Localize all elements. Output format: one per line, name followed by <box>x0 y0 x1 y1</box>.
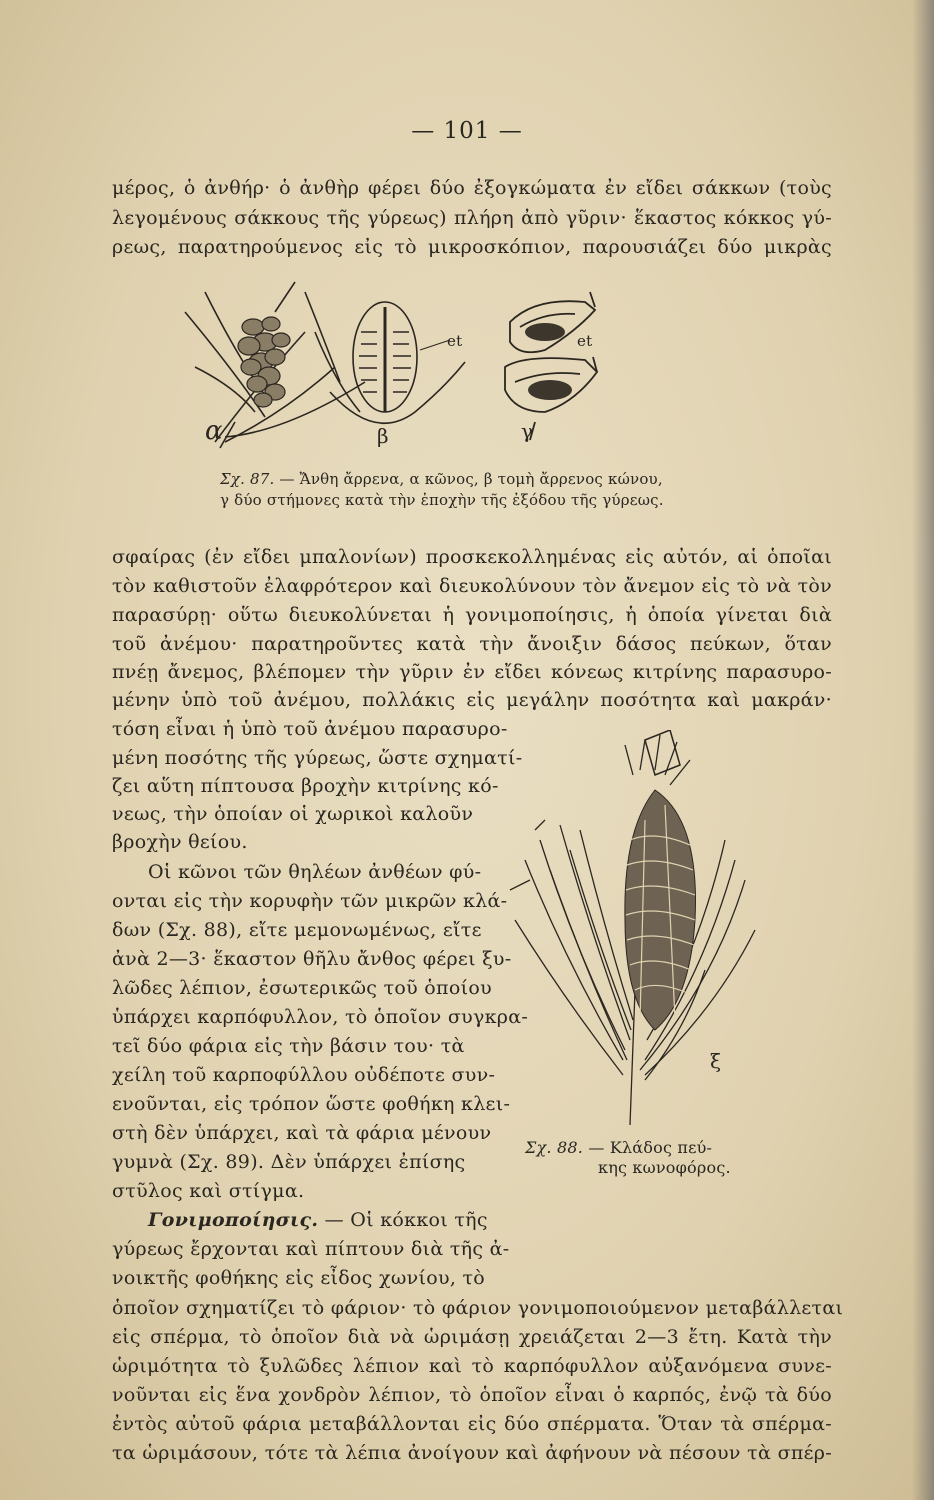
text-line: λῶδες λέπιον, ἐσωτερικῶς τοῦ ὁποίου <box>112 977 492 999</box>
text-line: ὁποῖον σχηματίζει τὸ φάριον· τὸ φάριον γονιμοποιούμενον μεταβάλλεται <box>112 1297 844 1319</box>
figure-label-et-2: et <box>577 332 593 350</box>
figure-88-caption-line-1 <box>525 1138 712 1157</box>
text-line: νεως, τὴν ὁποίαν οἱ χωρικοὶ καλοῦν <box>112 803 474 825</box>
figure-87-number: Σχ. 87. <box>220 470 275 488</box>
text-line: ενοῦνται, εἰς τρόπον ὥστε φοθήκη κλει- <box>112 1093 511 1115</box>
text-line: βροχὴν θείου. <box>112 831 248 853</box>
text-line: τόση εἶναι ἡ ὑπὸ τοῦ ἀνέμου παρασυρο- <box>112 718 508 740</box>
text-line: νοικτῆς φοθήκης εἰς εἶδος χωνίου, τὸ <box>112 1267 486 1289</box>
text-line: τὸν καθιστοῦν ἐλαφρότερον καὶ διευκολύνουν τὸν ἄνεμον εἰς τὸ νὰ τὸν <box>112 575 832 597</box>
text-line: τοῦ ἀνέμου· παρατηροῦντες κατὰ τὴν ἄνοιξιν δάσος πεύκων, ὅταν <box>112 633 832 655</box>
text-line: χείλη τοῦ καρποφύλλου οὐδέποτε συν- <box>112 1064 496 1086</box>
figure-label-et-1: et <box>447 332 463 350</box>
text-line: τα ὡριμάσουν, τότε τὰ λέπια ἀνοίγουν καὶ ἀφήνουν νὰ πέσουν τὰ σπέρ- <box>112 1442 832 1464</box>
text-line: μένην ὑπὸ τοῦ ἀνέμου, πολλάκις εἰς μεγάλην ποσότητα καὶ μακράν· <box>112 689 832 711</box>
text-line: ἐντὸς αὐτοῦ φάρια μεταβάλλονται εἰς δύο σπέρματα. Ὅταν τὰ σπέρμα- <box>112 1413 832 1435</box>
text-line: εἰς σπέρμα, τὸ ὁποῖον διὰ νὰ ὡριμάσῃ χρειάζεται 2—3 ἔτη. Κατὰ τὴν <box>112 1326 832 1348</box>
figure-87-caption-text: — Ἄνθη ἄρρενα, α κῶνος, β τομὴ ἄρρενος κώνου, <box>279 470 663 488</box>
figure-label-ksi: ξ <box>710 1049 722 1073</box>
section-text: — Οἱ κόκκοι τῆς <box>318 1209 488 1231</box>
page-number: — 101 — <box>411 118 523 144</box>
text-line: ὑπάρχει καρπόφυλλον, τὸ ὁποῖον συγκρα- <box>112 1006 529 1028</box>
figure-88-number: Σχ. 88. <box>525 1138 584 1157</box>
figure-87-caption-line-2: γ δύο στήμονες κατὰ τὴν ἐποχὴν τῆς ἐξόδου τῆς γύρεως. <box>220 491 664 509</box>
figure-88-drawing <box>505 730 770 1130</box>
text-line: τεῖ δύο φάρια εἰς τὴν βάσιν του· τὰ <box>112 1035 465 1057</box>
text-line: λεγομένους σάκκους τῆς γύρεως) πλήρη ἀπὸ γῦριν· ἕκαστος κόκκος γύ- <box>112 207 832 229</box>
section-heading: Γονιμοποίησις. <box>148 1209 319 1231</box>
text-line: ὡριμότητα τὸ ξυλῶδες λέπιον καὶ τὸ καρπόφυλλον αὐξανόμενα συνε- <box>112 1355 832 1377</box>
text-line: νοῦνται εἰς ἕνα χονδρὸν λέπιον, τὸ ὁποῖον εἶναι ὁ καρπός, ἐνῷ τὰ δύο <box>112 1384 832 1406</box>
text-line: γυμνὰ (Σχ. 89). Δὲν ὑπάρχει ἐπίσης <box>112 1151 466 1173</box>
figure-88-caption-line-2: κης κωνοφόρος. <box>598 1158 731 1177</box>
text-line: ἀνὰ 2—3· ἕκαστον θῆλυ ἄνθος φέρει ξυ- <box>112 948 512 970</box>
text-line: σφαίρας (ἐν εἴδει μπαλονίων) προσκεκολλημένας εἰς αὐτόν, αἱ ὁποῖαι <box>112 546 832 568</box>
figure-88-illustration <box>505 730 770 1130</box>
text-line: μένη ποσότης τῆς γύρεως, ὥστε σχηματί- <box>112 747 523 769</box>
text-line: ονται εἰς τὴν κορυφὴν τῶν μικρῶν κλά- <box>112 890 508 912</box>
figure-label-b: β <box>377 424 389 448</box>
figure-87-caption-line-1 <box>220 470 663 489</box>
text-line: ζει αὕτη πίπτουσα βροχὴν κιτρίνης κό- <box>112 775 499 797</box>
text-line <box>112 1208 488 1232</box>
text-line: ρεως, παρατηρούμενος εἰς τὸ μικροσκόπιον, παρουσιάζει δύο μικρὰς <box>112 236 832 258</box>
text-line: Οἱ κῶνοι τῶν θηλέων ἀνθέων φύ- <box>148 861 482 883</box>
text-line: πνέῃ ἄνεμος, βλέπομεν τὴν γῦριν ἐν εἴδει κόνεως κιτρίνης παρασυρο- <box>112 661 832 683</box>
text-line: δων (Σχ. 88), εἴτε μεμονωμένως, εἴτε <box>112 919 482 941</box>
figure-label-a: α <box>205 416 223 446</box>
text-line: παρασύρῃ· οὕτω διευκολύνεται ἡ γονιμοποίησις, ἡ ὁποία γίνεται διὰ <box>112 604 832 626</box>
text-line: στῦλος καὶ στίγμα. <box>112 1180 305 1202</box>
text-line: γύρεως ἔρχονται καὶ πίπτουν διὰ τῆς ἀ- <box>112 1238 510 1260</box>
text-line: μέρος, ὁ ἀνθήρ· ὁ ἀνθὴρ φέρει δύο ἐξογκώματα ἐν εἴδει σάκκων (τοὺς <box>112 177 832 199</box>
figure-88-caption-text: — Κλάδος πεύ- <box>588 1138 713 1157</box>
figure-87-illustration <box>165 272 605 457</box>
figure-label-g: γ <box>521 419 534 443</box>
text-line: στὴ δὲν ὑπάρχει, καὶ τὰ φάρια μένουν <box>112 1122 492 1144</box>
